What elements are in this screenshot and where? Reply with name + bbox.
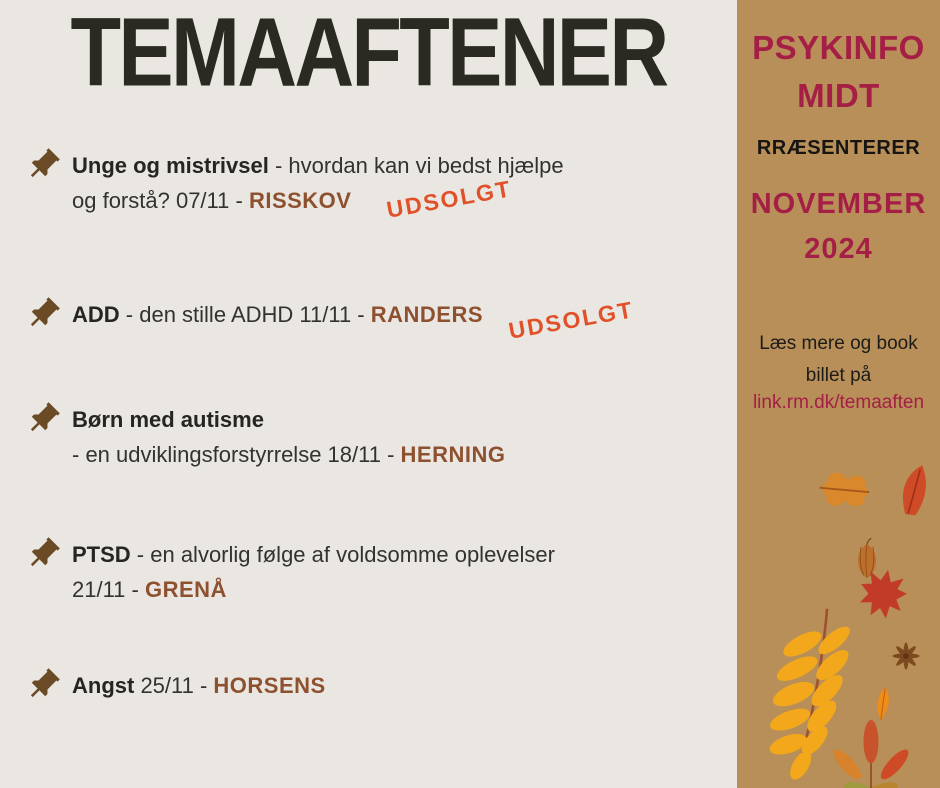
event-item: [24, 668, 326, 703]
event-title: ADD: [72, 302, 120, 327]
event-title: Angst: [72, 673, 135, 698]
event-desc: og forstå? 07/11 -: [72, 188, 249, 213]
event-line: [72, 668, 326, 703]
event-item: [24, 537, 555, 607]
presents-label: RRÆSENTERER: [756, 137, 921, 159]
event-line: [72, 537, 555, 572]
event-desc: 21/11 -: [72, 577, 145, 602]
brand-title: [737, 24, 940, 120]
cta-line: Læs mere og book: [759, 333, 918, 354]
star-anise-icon: [889, 640, 923, 672]
event-location: RISSKOV: [248, 188, 352, 213]
event-desc: 25/11 -: [134, 673, 214, 698]
soldout-stamp: UDSOLGT: [384, 175, 514, 223]
event-item: [24, 402, 505, 472]
pushpin-icon: [24, 400, 62, 438]
event-text: [72, 537, 555, 607]
event-location: GRENÅ: [144, 577, 227, 602]
creeper-leaf-icon: [831, 720, 911, 788]
oak-leaf-icon: [815, 460, 876, 521]
event-line: [72, 402, 505, 437]
event-text: [72, 402, 505, 472]
event-location: RANDERS: [370, 302, 484, 327]
event-desc: - en alvorlig følge af voldsomme oplevelser: [130, 542, 555, 567]
event-desc: - hvordan kan vi bedst hjælpe: [268, 153, 564, 178]
event-title: Børn med autisme: [72, 407, 264, 432]
poster-title: TEMAAFTENER: [70, 0, 667, 107]
cta-text: [737, 328, 940, 392]
event-text: [72, 297, 483, 332]
red-leaf-icon: [880, 456, 940, 528]
maple-leaf-icon: [852, 563, 914, 625]
brand-line: PSYKINFO: [752, 29, 925, 66]
month-title: [737, 182, 940, 272]
event-text: [72, 668, 326, 703]
pushpin-icon: [24, 146, 62, 184]
event-line: [72, 297, 483, 332]
event-line: [72, 572, 555, 607]
event-location: HORSENS: [213, 673, 326, 698]
cta-line: billet på: [805, 365, 872, 386]
event-location: HERNING: [400, 442, 506, 467]
event-desc: - den stille ADHD 11/11 -: [119, 302, 371, 327]
soldout-stamp: UDSOLGT: [506, 296, 636, 344]
event-title: Unge og mistrivsel: [72, 153, 269, 178]
event-title: PTSD: [72, 542, 131, 567]
brand-line: MIDT: [797, 77, 880, 114]
sidebar: [737, 0, 940, 788]
pushpin-icon: [24, 295, 62, 333]
month-line: 2024: [804, 233, 873, 265]
event-desc: - en udviklingsforstyrrelse 18/11 -: [72, 442, 401, 467]
booking-link: link.rm.dk/temaaften: [752, 392, 925, 413]
month-line: NOVEMBER: [750, 188, 927, 220]
event-line: [72, 437, 505, 472]
event-item: [24, 148, 564, 223]
pushpin-icon: [24, 666, 62, 704]
event-item: [24, 296, 636, 344]
pushpin-icon: [24, 535, 62, 573]
